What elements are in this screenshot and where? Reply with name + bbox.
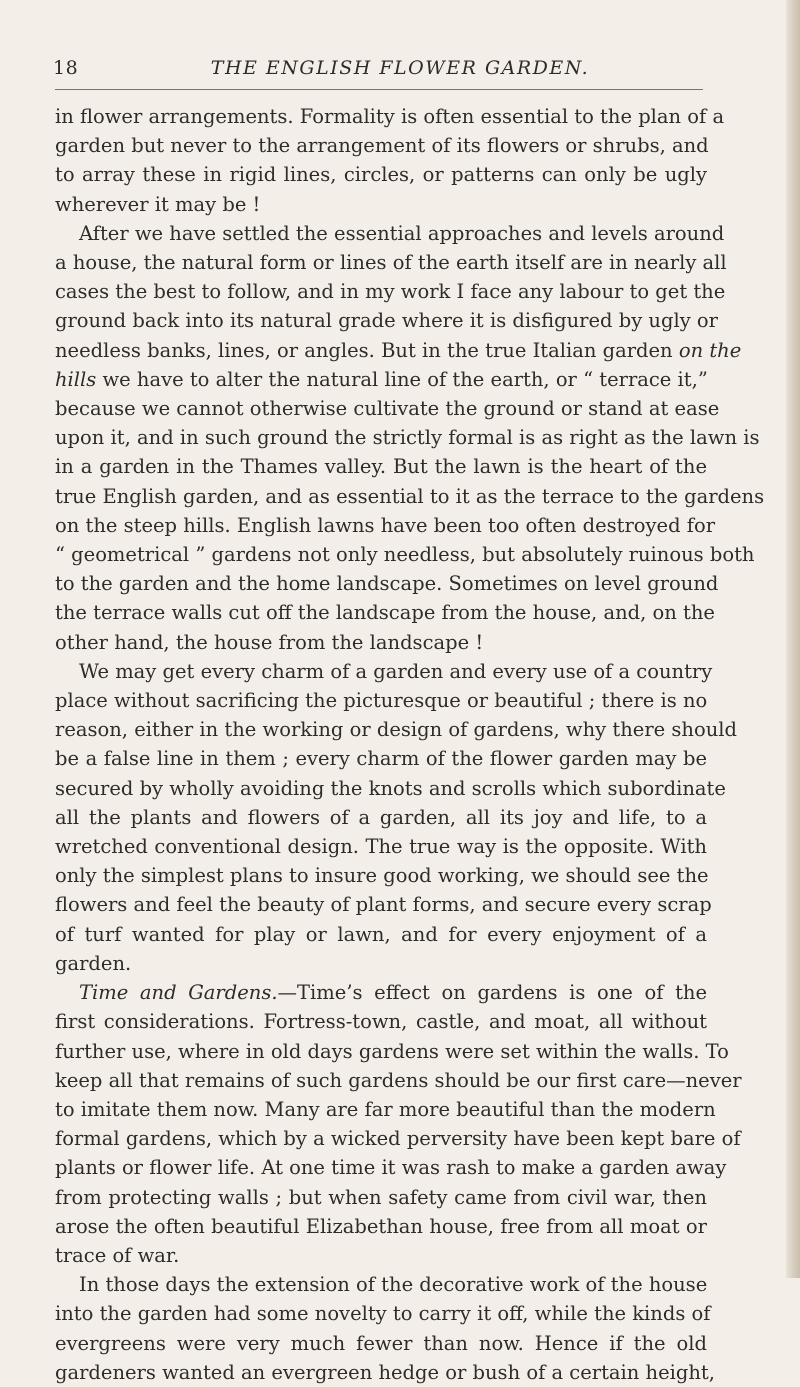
text-line [55, 949, 707, 978]
text-segment: garden. [55, 951, 132, 975]
text-segment: “ geometrical ” gardens not only needless, but absolutely ruinous both [55, 543, 755, 567]
text-segment: other hand, the house from the landscape ! [55, 630, 484, 654]
text-line [55, 1066, 742, 1095]
page-number: 18 [53, 57, 79, 79]
text-line [55, 744, 707, 773]
text-segment: In those days the extension of the decorative work of the house [79, 1273, 708, 1297]
text-line [55, 628, 707, 657]
text-segment: gardeners wanted an evergreen hedge or bush of a certain height, [55, 1360, 715, 1384]
text-segment: trace of war. [55, 1243, 180, 1267]
text-line [55, 365, 707, 394]
header-rule [55, 89, 703, 90]
text-segment: After we have settled the essential approaches and levels around [79, 221, 725, 245]
text-line [55, 394, 720, 423]
text-line [55, 1299, 711, 1328]
text-line [55, 715, 737, 744]
text-segment: only the simplest plans to insure good working, we should see the [55, 864, 709, 888]
text-line [55, 890, 712, 919]
text-segment: the terrace walls cut off the landscape from the house, and, on the [55, 601, 715, 625]
italic-text: hills [55, 367, 97, 391]
text-segment: formal gardens, which by a wicked perversity have been kept bare of [55, 1127, 741, 1151]
text-line [55, 102, 725, 131]
text-line [55, 1124, 741, 1153]
text-segment: true English garden, and as essential to it as the terrace to the gardens [55, 484, 765, 508]
text-segment: evergreens were very much fewer than now. Hence if the old [55, 1331, 707, 1355]
text-segment: of turf wanted for play or lawn, and for every enjoyment of a [55, 922, 707, 946]
text-line [55, 1183, 707, 1212]
text-segment: because we cannot otherwise cultivate the ground or stand at ease [55, 397, 720, 421]
text-line [55, 1358, 715, 1387]
text-segment: all the plants and flowers of a garden, all its joy and life, to a [55, 805, 707, 829]
text-line [55, 219, 725, 248]
text-line [55, 540, 755, 569]
text-segment: keep all that remains of such gardens should be our first care—never [55, 1068, 742, 1092]
text-segment: we have to alter the natural line of the earth, or “ terrace it,” [96, 367, 708, 391]
text-line [55, 598, 715, 627]
text-line [55, 1270, 707, 1299]
text-segment: a house, the natural form or lines of the earth itself are in nearly all [55, 251, 727, 275]
text-line [55, 248, 727, 277]
text-segment: arose the often beautiful Elizabethan house, free from all moat or [55, 1214, 707, 1238]
text-segment: to imitate them now. Many are far more beautiful than the modern [55, 1097, 716, 1121]
text-segment: in flower arrangements. Formality is often essential to the plan of a [55, 105, 725, 128]
text-line [55, 1329, 707, 1358]
text-line [55, 452, 707, 481]
text-line [55, 861, 707, 890]
body-text [55, 102, 765, 1387]
text-line [55, 1212, 707, 1241]
text-segment: upon it, and in such ground the strictly formal is as right as the lawn is [55, 426, 760, 450]
text-segment: ground back into its natural grade where it is disfigured by ugly or [55, 309, 718, 333]
italic-text: on the [678, 338, 742, 362]
text-line [55, 277, 726, 306]
text-line [55, 1095, 716, 1124]
text-segment: be a false line in them ; every charm of the flower garden may be [55, 747, 707, 771]
text-line [55, 978, 707, 1007]
text-segment: reason, either in the working or design of gardens, why there should [55, 718, 737, 742]
text-line [55, 803, 707, 832]
text-line [55, 686, 707, 715]
text-segment: from protecting walls ; but when safety came from civil war, then [55, 1185, 707, 1209]
page-edge-shadow [786, 0, 800, 1278]
text-segment: in a garden in the Thames valley. But the lawn is the heart of the [55, 455, 707, 479]
text-segment: first considerations. Fortress-town, castle, and moat, all without [55, 1010, 707, 1034]
text-line [55, 920, 707, 949]
text-line [55, 1007, 707, 1036]
text-segment: secured by wholly avoiding the knots and scrolls which subordinate [55, 776, 726, 800]
text-line [55, 657, 713, 686]
text-line [55, 336, 742, 365]
text-line [55, 160, 707, 189]
text-line [55, 511, 716, 540]
running-head: THE ENGLISH FLOWER GARDEN. [210, 57, 590, 79]
text-segment: to array these in rigid lines, circles, or patterns can only be ugly [55, 163, 707, 187]
text-line [55, 131, 707, 160]
text-segment: to the garden and the home landscape. Sometimes on level ground [55, 572, 719, 596]
text-segment: place without sacrificing the picturesque or beautiful ; there is no [55, 689, 708, 713]
text-segment: further use, where in old days gardens were set within the walls. To [55, 1039, 729, 1063]
text-line [55, 482, 765, 511]
text-segment: into the garden had some novelty to carry it off, while the kinds of [55, 1302, 711, 1326]
text-segment: cases the best to follow, and in my work I face any labour to get the [55, 280, 726, 304]
text-line [55, 1037, 729, 1066]
text-segment: —Time’s effect on gardens is one of the [277, 981, 707, 1005]
text-line [55, 774, 726, 803]
text-line [55, 306, 718, 335]
text-segment: wherever it may be ! [55, 192, 261, 216]
text-segment: wretched conventional design. The true way is the opposite. With [55, 835, 707, 859]
text-line [55, 1241, 707, 1270]
italic-text: Time and Gardens. [79, 981, 278, 1005]
text-segment: garden but never to the arrangement of its flowers or shrubs, and [55, 134, 709, 158]
text-segment: We may get every charm of a garden and every use of a country [79, 659, 713, 683]
text-line [55, 1153, 727, 1182]
text-line [55, 423, 760, 452]
text-line [55, 190, 707, 219]
text-segment: flowers and feel the beauty of plant forms, and secure every scrap [55, 893, 712, 917]
text-segment: needless banks, lines, or angles. But in the true Italian garden [55, 338, 679, 362]
text-segment: plants or flower life. At one time it was rash to make a garden away [55, 1156, 727, 1180]
text-line [55, 569, 719, 598]
text-line [55, 832, 707, 861]
text-segment: on the steep hills. English lawns have been too often destroyed for [55, 513, 716, 537]
